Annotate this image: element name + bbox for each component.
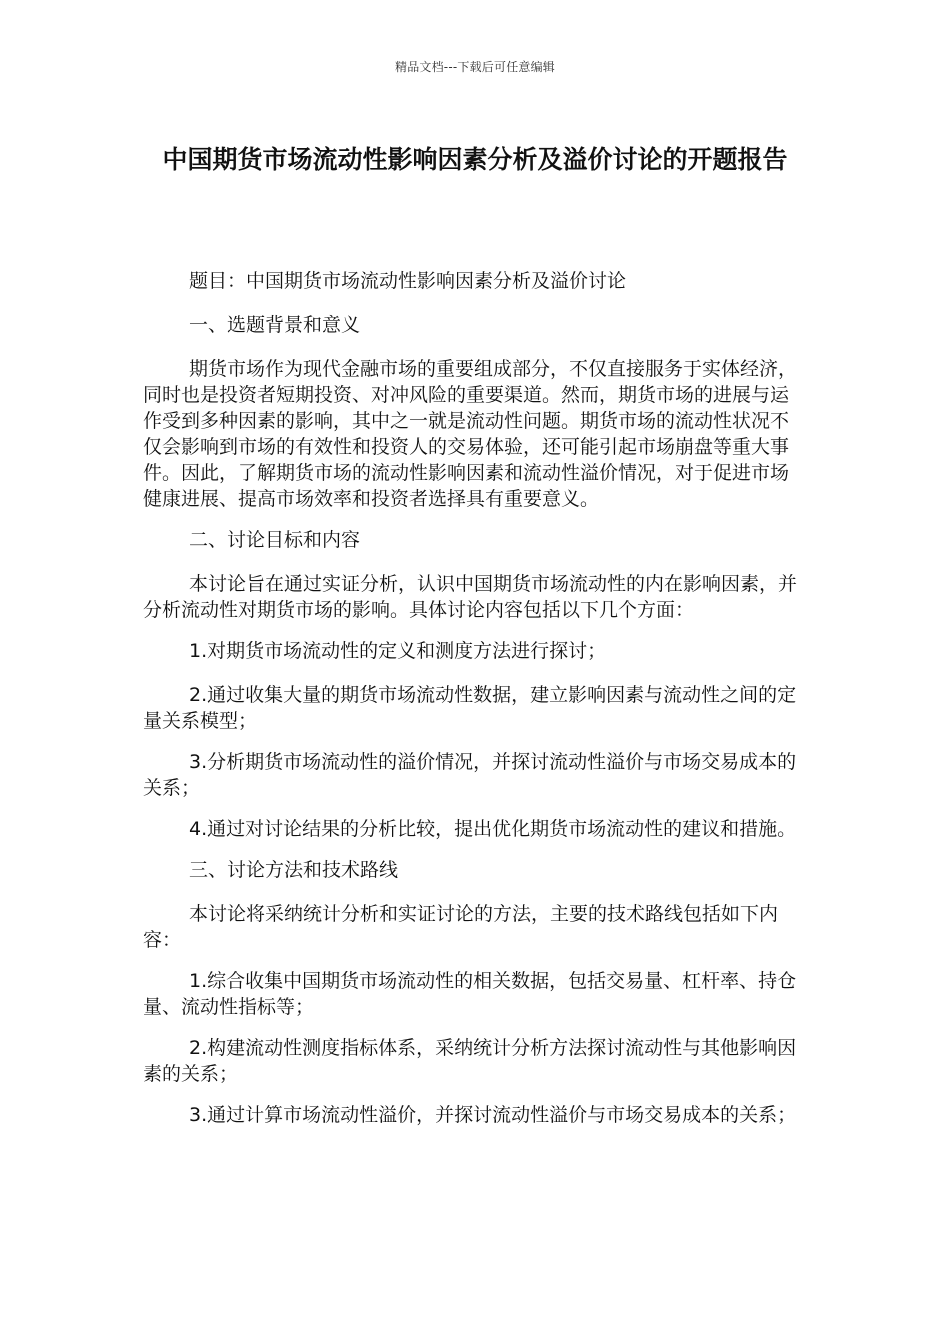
list-item: 1.对期货市场流动性的定义和测度方法进行探讨； [189,640,607,662]
section-heading-2: 二、讨论目标和内容 [189,529,361,551]
body-paragraph: 本讨论将采纳统计分析和实证讨论的方法，主要的技术路线包括如下内容： [143,903,779,951]
list-item: 4.通过对讨论结果的分析比较，提出优化期货市场流动性的建议和措施。 [189,818,797,840]
body-paragraph: 期货市场作为现代金融市场的重要组成部分，不仅直接服务于实体经济，同时也是投资者短期投资、对冲风险的重要渠道。然而，期货市场的进展与运作受到多种因素的影响，其中之一就是流动性问题。期货市场的流动性状况不仅会影响到市场的有效性和投资人的交易体验，还可能引起市场崩盘等重大事件。因此，了解期货市场的流动性影响因素和流动性溢价情况，对于促进市场健康进展、提高市场效率和投资者选择具有重要意义。 [143,358,798,510]
document-title: 中国期货市场流动性影响因素分析及溢价讨论的开题报告 [162,145,788,174]
list-item: 2.构建流动性测度指标体系，采纳统计分析方法探讨流动性与其他影响因素的关系； [143,1037,797,1085]
list-item: 2.通过收集大量的期货市场流动性数据，建立影响因素与流动性之间的定量关系模型； [143,684,797,732]
document-body [143,268,803,1143]
list-item: 3.分析期货市场流动性的溢价情况，并探讨流动性溢价与市场交易成本的关系； [143,751,797,799]
subject-line: 题目：中国期货市场流动性影响因素分析及溢价讨论 [189,270,627,292]
list-item: 1.综合收集中国期货市场流动性的相关数据，包括交易量、杠杆率、持仓量、流动性指标等； [143,970,797,1018]
section-heading-1: 一、选题背景和意义 [189,314,361,336]
header-note: 精品文档---下载后可任意编辑 [395,60,555,74]
list-item: 3.通过计算市场流动性溢价，并探讨流动性溢价与市场交易成本的关系； [189,1104,797,1126]
body-paragraph: 本讨论旨在通过实证分析，认识中国期货市场流动性的内在影响因素，并分析流动性对期货市场的影响。具体讨论内容包括以下几个方面： [143,573,798,621]
section-heading-3: 三、讨论方法和技术路线 [189,859,399,881]
